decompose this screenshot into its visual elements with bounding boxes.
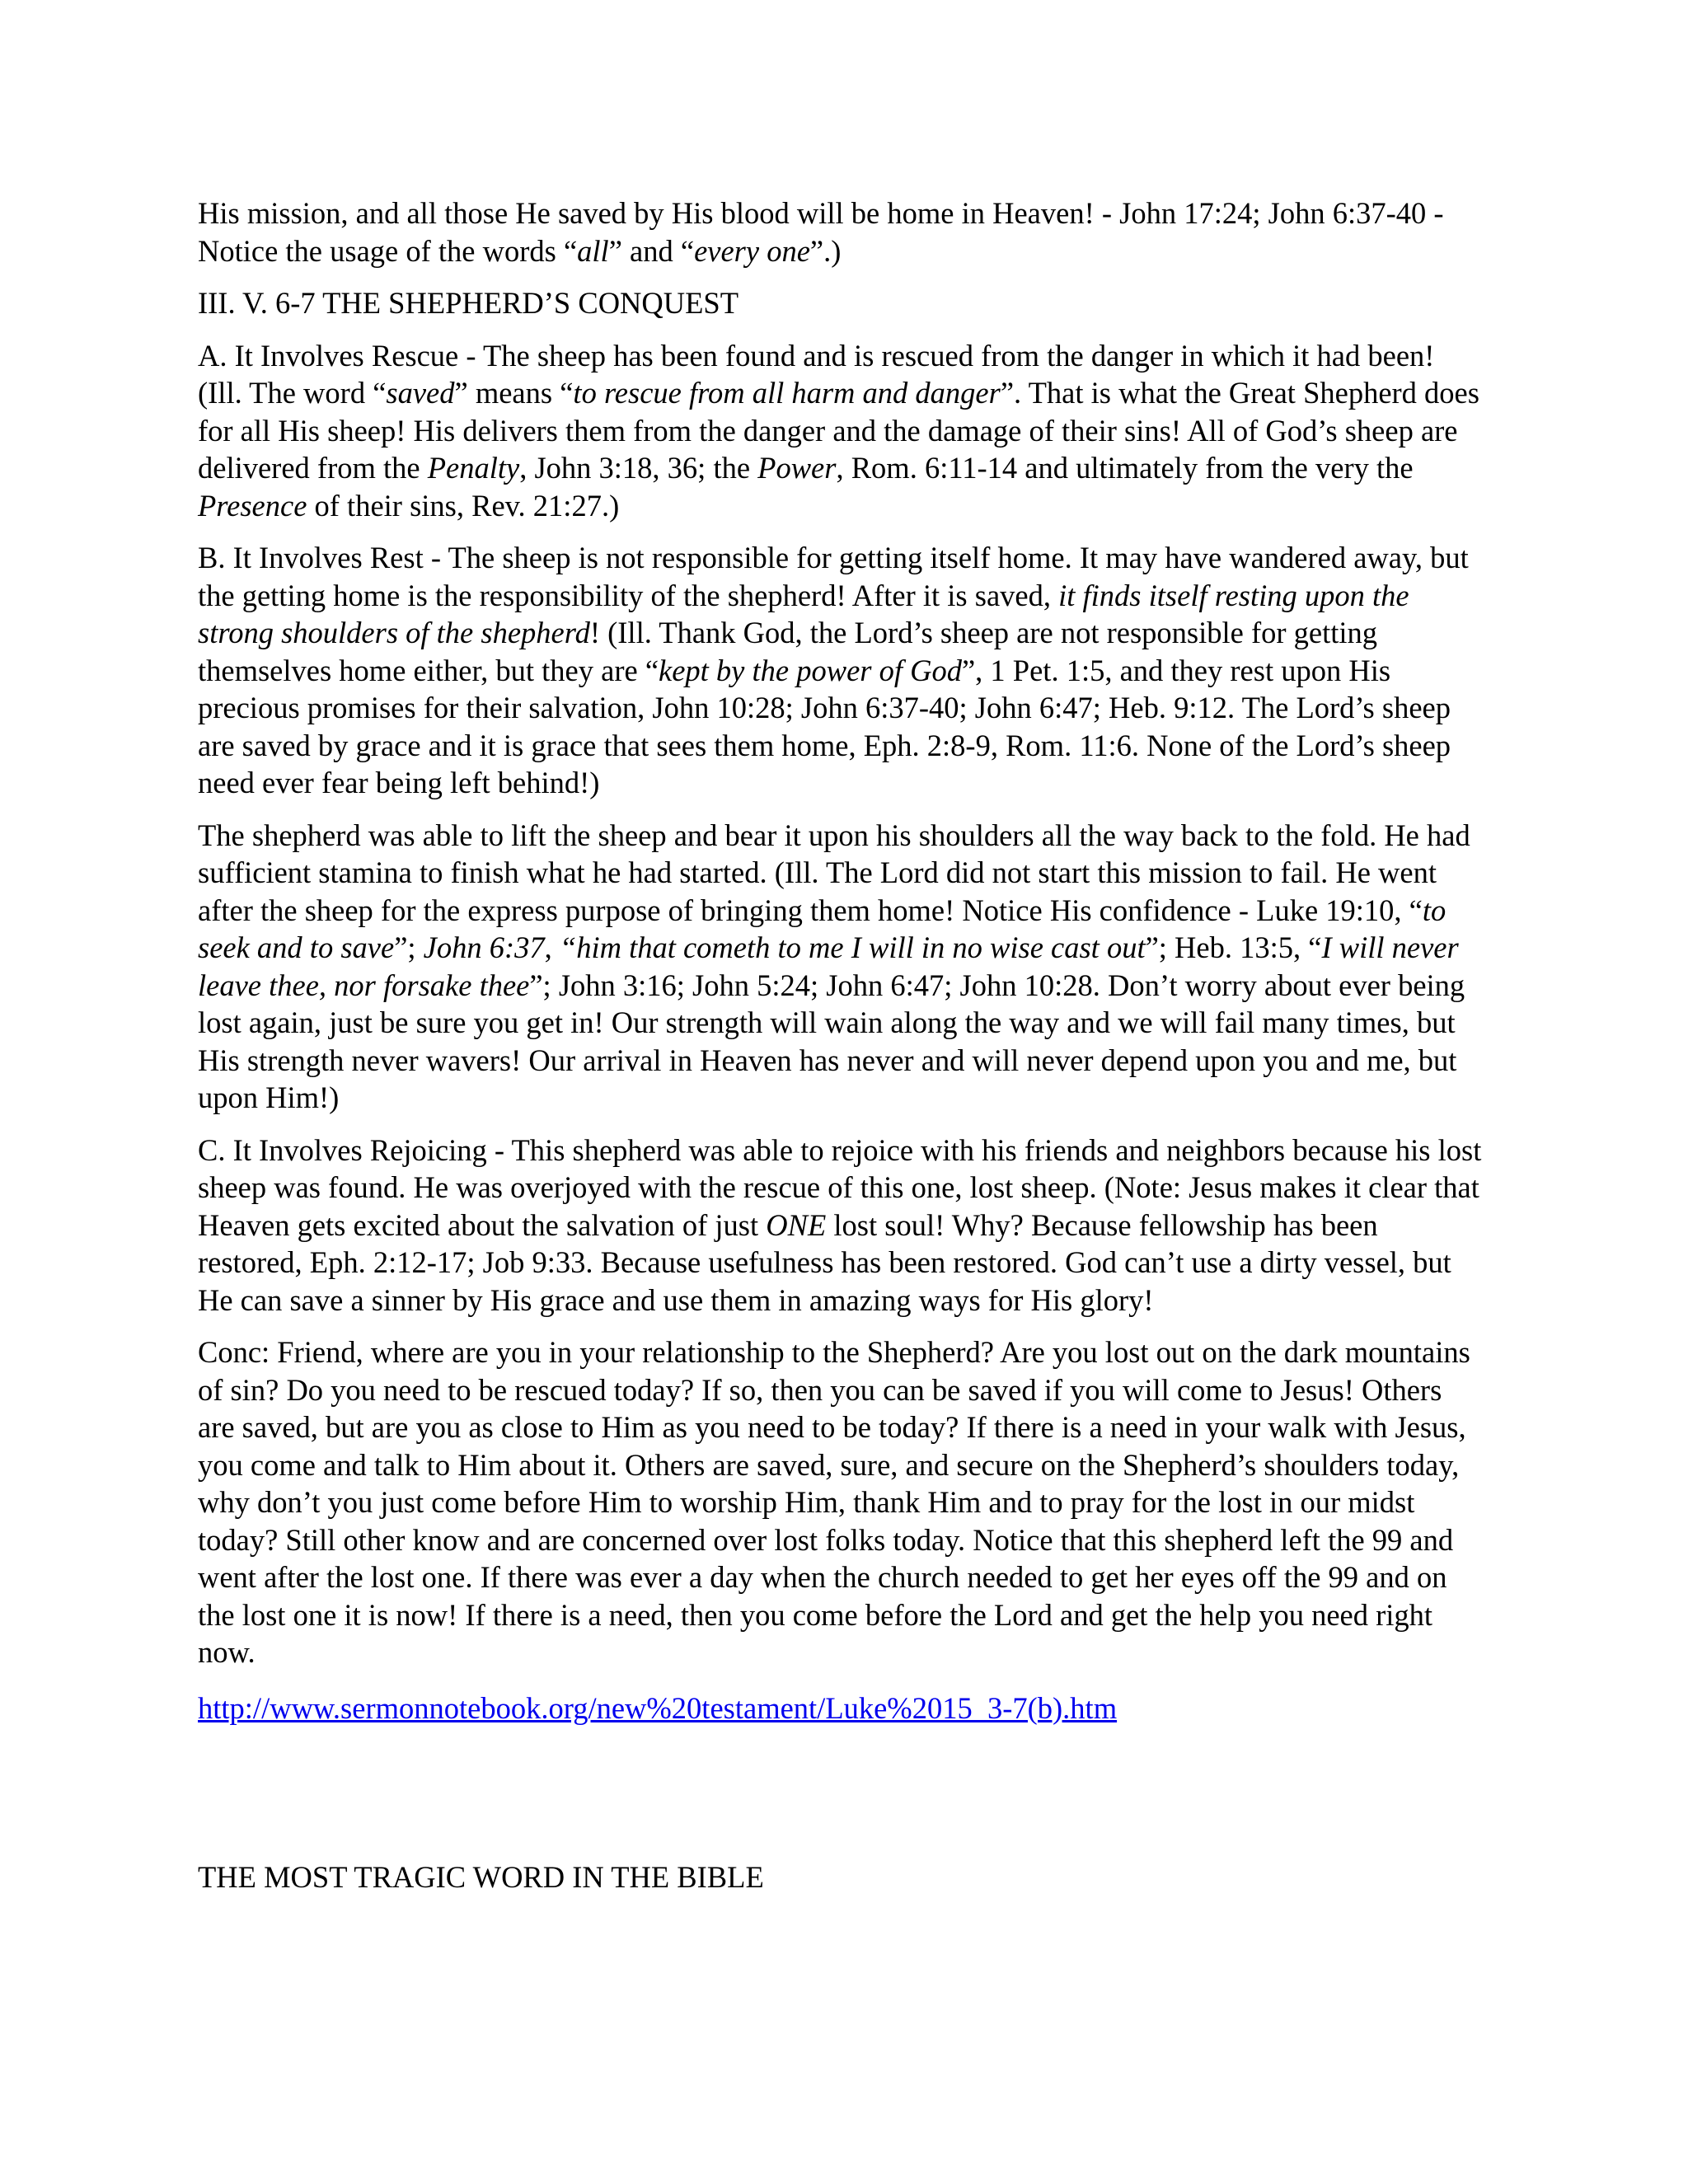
paragraph-intro-continuation — [198, 194, 1484, 269]
paragraph-shepherd-stamina — [198, 817, 1484, 1117]
italic-text: every one — [694, 233, 810, 268]
italic-text: kept by the power of God — [659, 653, 962, 687]
text-run: His mission, and all those He saved by His blood will be home in Heaven! - John 17:24; John 6:37-40 - Notice the usage of the words “ — [198, 196, 1444, 268]
text-run: , — [544, 930, 560, 964]
text-run: ”; Heb. 13:5, “ — [1145, 930, 1322, 964]
paragraph-point-c-rejoicing — [198, 1132, 1484, 1319]
text-run: B. It Involves Rest - The sheep is not responsible for getting itself home. It may have wandered away, but the getting home is the responsibility of the shepherd! After it is saved, — [198, 541, 1469, 612]
paragraph-point-b-rest — [198, 539, 1484, 802]
text-run: ”; — [394, 930, 424, 964]
text-run: A. It Involves Rescue - The sheep has been found and is rescued from the danger in which it had been! (Ill. The word “ — [198, 338, 1435, 410]
text-run: Conc: Friend, where are you in your relationship to the Shepherd? Are you lost out on the dark mountains of sin? Do you need to be rescued today? If so, then you can be saved if you will come to Jesus! Others are saved, but are you as close to Him as you need to be today? If there is a need in your walk with Jesus, you come and talk to Him about it. Others are saved, sure, and secure on the Shepherd’s shoulders today, why don’t you just come before Him to worship Him, thank Him and to pray for the lost in our midst today? Still other know and are concerned over lost folks today. Notice that this shepherd left the 99 and went after the lost one. If there was ever a day when the church needed to get her eyes off the 99 and on the lost one it is now! If there is a need, then you come before the Lord and get the help you need right now. — [198, 1335, 1470, 1669]
paragraph-point-a-rescue — [198, 337, 1484, 525]
text-run: lost soul! Why? Because fellowship has been restored, Eph. 2:12-17; Job 9:33. Because usefulness has been restored. God can’t use a dirty vessel, but He can save a sinner by His grace and use them in amazing ways for His glory! — [198, 1207, 1451, 1317]
document-page — [198, 194, 1484, 1896]
text-run: ”, 1 Pet. 1:5, and they rest upon His precious promises for their salvation, John 10:28; John 6:37-40; John 6:47; Heb. 9:12. The Lord’s sheep are saved by grace and it is grace that sees them home, Eph. 2:8-9, Rom. 11:6. None of the Lord’s sheep need ever fear being left behind!) — [198, 653, 1451, 799]
italic-text: all — [577, 233, 609, 268]
italic-text: ONE — [766, 1207, 827, 1242]
paragraph-section-heading — [198, 284, 1484, 322]
text-run: III. V. 6-7 THE SHEPHERD’S CONQUEST — [198, 286, 739, 320]
text-run: ”; John 3:16; John 5:24; John 6:47; John 10:28. Don’t worry about ever being lost again, just be sure you get in! Our strength will wain along the way and we will fail many times, but His strength never wavers! Our arrival in Heaven has never and will never depend upon you and me, but upon Him!) — [198, 968, 1465, 1114]
italic-text: John 6:37 — [423, 930, 545, 964]
italic-text: to seek and to save — [198, 893, 1447, 964]
italic-text: I will never leave thee, nor forsake thee — [198, 930, 1459, 1002]
italic-text: to rescue from all harm and danger — [573, 376, 1001, 410]
next-section-title: THE MOST TRAGIC WORD IN THE BIBLE — [198, 1860, 764, 1894]
text-run: C. It Involves Rejoicing - This shepherd was able to rejoice with his friends and neighbors because his lost sheep was found. He was overjoyed with the rescue of this one, lost sheep. (Note: Jesus makes it clear that Heaven gets excited about the salvation of just — [198, 1132, 1482, 1242]
italic-text: it finds itself resting upon the strong shoulders of the shepherd — [198, 578, 1409, 649]
italic-text: Power — [757, 451, 837, 485]
text-run: , Rom. 6:11-14 and ultimately from the very the — [836, 451, 1414, 485]
italic-text: Presence — [198, 488, 307, 523]
paragraph-conclusion — [198, 1333, 1484, 1671]
spacer — [198, 1727, 1484, 1858]
text-run: of their sins, Rev. 21:27.) — [307, 488, 620, 523]
text-run: , John 3:18, 36; the — [519, 451, 758, 485]
text-run: ”.) — [809, 233, 842, 268]
italic-text: “him that cometh to me I will in no wise cast out — [559, 930, 1146, 964]
text-run: ! (Ill. Thank God, the Lord’s sheep are not responsible for getting themselves home either, but they are “ — [198, 616, 1378, 687]
text-run: The shepherd was able to lift the sheep and bear it upon his shoulders all the way back to the fold. He had sufficient stamina to finish what he had started. (Ill. The Lord did not start this mission to fail. He went after the sheep for the express purpose of bringing them home! Notice His confidence - Luke 19:10, “ — [198, 818, 1470, 927]
body-text — [198, 194, 1484, 1671]
italic-text: Penalty — [427, 451, 520, 485]
source-link[interactable]: http://www.sermonnotebook.org/new%20testament/Luke%2015_3-7(b).htm — [198, 1690, 1118, 1725]
text-run: ” means “ — [454, 376, 574, 410]
text-run: ”. That is what the Great Shepherd does for all His sheep! His delivers them from the danger and the damage of their sins! All of God’s sheep are delivered from the — [198, 376, 1479, 485]
italic-text: saved — [386, 376, 455, 410]
text-run: ” and “ — [608, 233, 695, 268]
